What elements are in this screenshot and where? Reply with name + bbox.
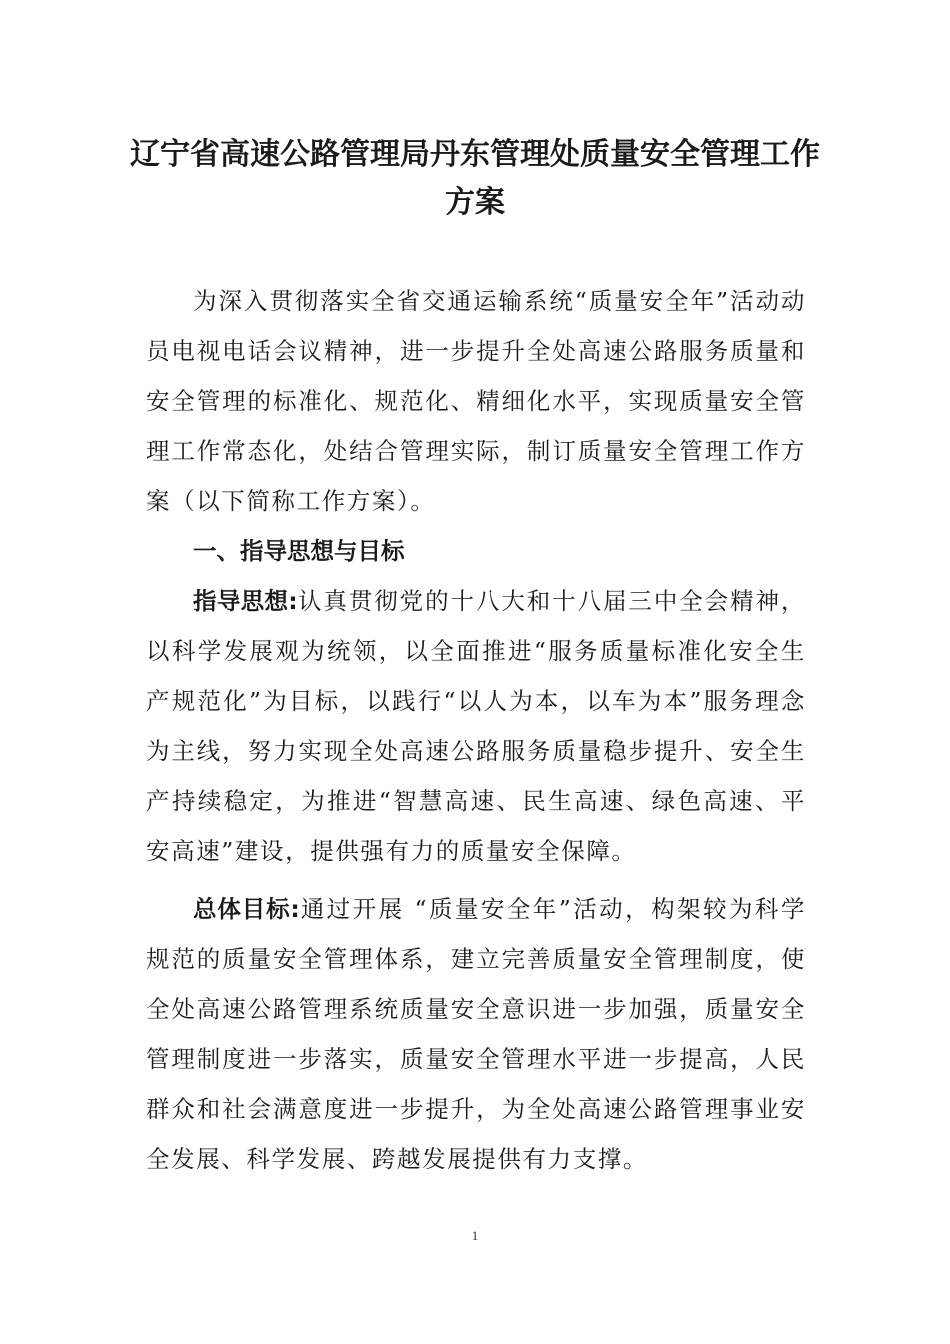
overall-goal-paragraph <box>146 884 806 1184</box>
document-body <box>146 276 806 1184</box>
paragraph-gap <box>146 876 806 884</box>
guiding-ideology-label: 指导思想: <box>193 587 298 615</box>
section-heading-guiding-ideology: 一、指导思想与目标 <box>193 537 405 565</box>
document-title-line-2: 方案 <box>445 185 505 220</box>
guiding-ideology-text: 认真贯彻党的十八大和十八届三中全会精神，以科学发展观为统领，以全面推进“服务质量标准化安全生产规范化”为目标，以践行“以人为本，以车为本”服务理念为主线，努力实现全处高速公路服务质量稳步提升、安全生产持续稳定，为推进“智慧高速、民生高速、绿色高速、平安高速”建设，提供强有力的质量安全保障。 <box>146 587 806 865</box>
intro-paragraph: 为深入贯彻落实全省交通运输系统“质量安全年”活动动员电视电话会议精神，进一步提升全处高速公路服务质量和安全管理的标准化、规范化、精细化水平，实现质量安全管理工作常态化，处结合管理实际，制订质量安全管理工作方案（以下简称工作方案）。 <box>146 287 806 515</box>
document-title-line-1: 辽宁省高速公路管理局丹东管理处质量安全管理工作 <box>130 137 820 172</box>
guiding-ideology-paragraph <box>146 576 806 876</box>
overall-goal-label: 总体目标: <box>193 895 300 923</box>
page-number: 1 <box>471 1228 479 1243</box>
overall-goal-text: 通过开展 “质量安全年”活动，构架较为科学规范的质量安全管理体系，建立完善质量安全管理制度，使全处高速公路管理系统质量安全意识进一步加强，质量安全管理制度进一步落实，质量安全管理水平进一步提高，人民群众和社会满意度进一步提升，为全处高速公路管理事业安全发展、科学发展、跨越发展提供有力支撑。 <box>146 895 806 1173</box>
